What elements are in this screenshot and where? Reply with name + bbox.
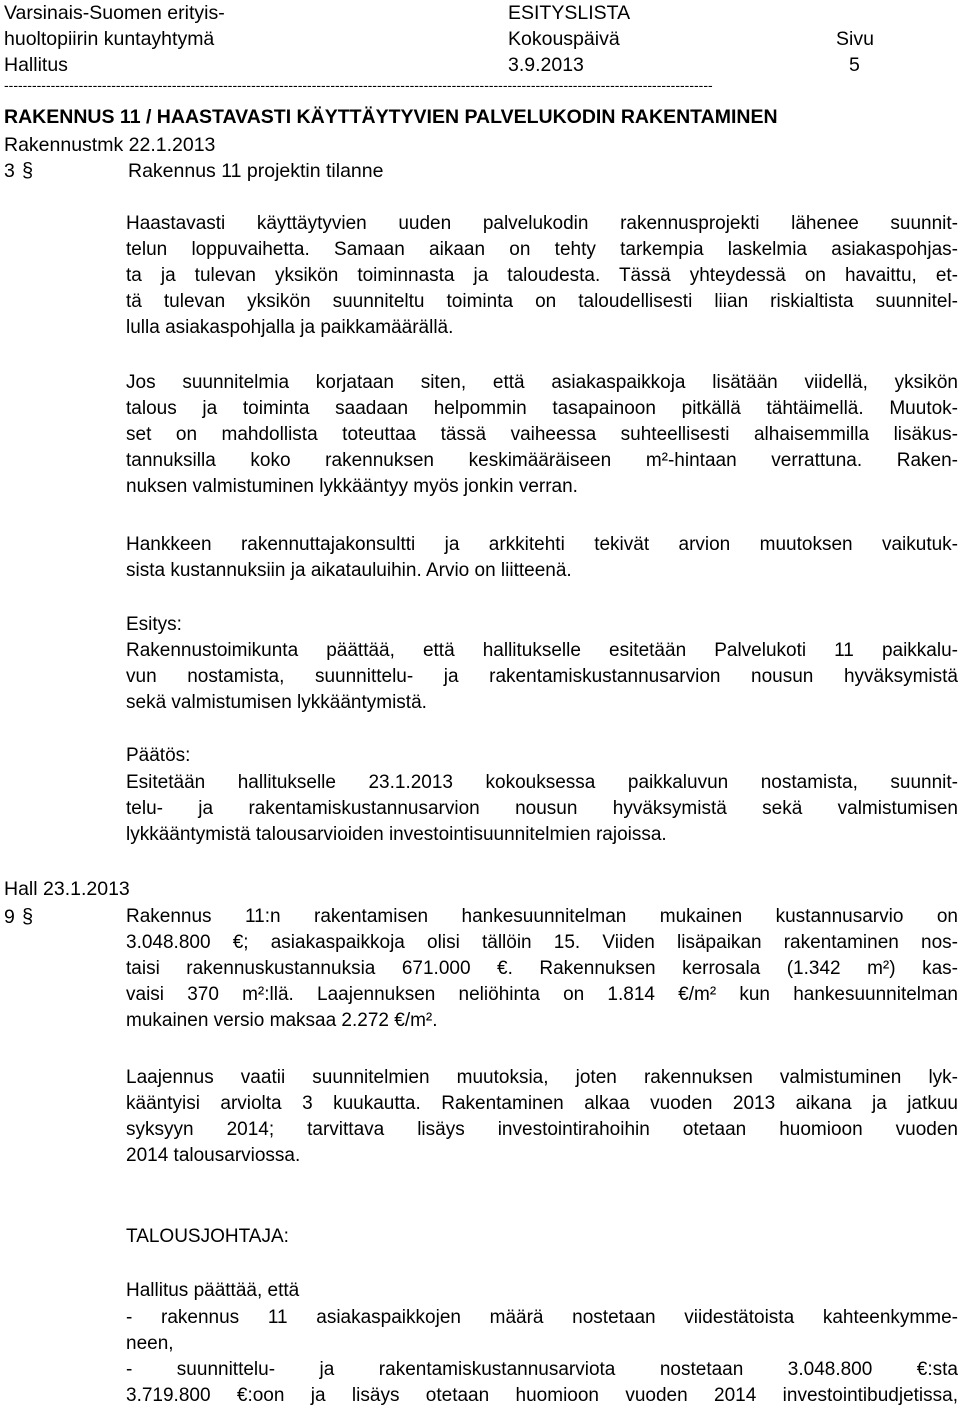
meeting-date: 3.9.2013 bbox=[508, 54, 584, 76]
paragraph-schedule: Laajennus vaatii suunnitelmien muutoksia, joten rakennuksen valmistuminen lyk- kääntyisi arviolta 3 kuukautta. Rakentaminen alkaa vuoden 2013 aikana ja jatkuu syksyyn 2014; tarvittava lisäys investointirahoihin otetaan huomioon vuoden 2014 talousarviossa. bbox=[126, 1067, 958, 1166]
section-sign-icon-2: § bbox=[22, 906, 34, 928]
cfo-label: TALOUSJOHTAJA: bbox=[126, 1226, 289, 1247]
proposal-label: Esitys: bbox=[126, 614, 182, 635]
doc-type: ESITYSLISTA bbox=[508, 2, 631, 24]
decision-text: Esitetään hallitukselle 23.1.2013 kokouksessa paikkaluvun nostamista, suunnit- telu- ja rakentamiskustannusarvion nousun hyväksymistä sekä valmistumisen lykkääntymistä talousarvioiden investointisuunnitelmien rajoissa. bbox=[126, 772, 958, 845]
cfo-intro: Hallitus päättää, että bbox=[126, 1280, 300, 1301]
paragraph-estimate: Hankkeen rakennuttajakonsultti ja arkkitehti tekivät arvion muutoksen vaikutuk- sista kustannuksiin ja aikatauluihin. Arvio on liitteenä. bbox=[126, 534, 958, 581]
committee-meeting-ref: Rakennustmk 22.1.2013 bbox=[4, 134, 216, 156]
section-number: 3 bbox=[4, 160, 15, 182]
list-item: - rakennus 11 asiakaspaikkojen määrä nostetaan viidestätoista kahteenkymme- bbox=[126, 1307, 958, 1328]
paragraph-changes: Jos suunnitelmia korjataan siten, että asiakaspaikkoja lisätään viidellä, yksikön talous ja toiminta saadaan helpommin tasapainoon pitkällä tähtäimellä. Muutok- set on mahdollista toteuttaa tässä vaiheessa suhteellisesti alhaisemmilla lisäkus- tannuksilla koko rakennuksen keskimääräiseen m²-hintaan verrattuna. Raken- nuksen valmistuminen lykkääntyy myös jonkin verran. bbox=[126, 372, 958, 497]
page-label: Sivu bbox=[836, 28, 874, 50]
paragraph-status: Haastavasti käyttäytyvien uuden palvelukodin rakennusprojekti lähenee suunnit- telun loppuvaihetta. Samaan aikaan on tehty tarkempia laskelmia asiakaspohjas- ta ja tulevan yksikön toiminnasta ja taloudesta. Tässä yhteydessä on havaittu, et- tä tulevan yksikön suunniteltu toiminta on taloudellisesti liian riskialtista suunnitel- lulla asiakaspohjalla ja paikkamäärällä. bbox=[126, 213, 958, 338]
org-name-line2: huoltopiirin kuntayhtymä bbox=[4, 28, 215, 50]
decision-label: Päätös: bbox=[126, 745, 191, 766]
section-number-2: 9 bbox=[4, 906, 15, 928]
cfo-proposal-list bbox=[126, 1305, 958, 1409]
board-meeting-ref: Hall 23.1.2013 bbox=[4, 878, 130, 900]
header-separator: -------------------------------------------------------------------------------------------------------------------------------------------------------- bbox=[4, 78, 713, 92]
meeting-date-label: Kokouspäivä bbox=[508, 28, 620, 50]
paragraph-cost-estimate: Rakennus 11:n rakentamisen hankesuunnitelman mukainen kustannusarvio on 3.048.800 €; asiakaspaikkoja olisi tällöin 15. Viiden lisäpaikan rakentaminen nos- taisi rakennuskustannuksia 671.000 €. Rakennuksen kerrosala (1.342 m²) kas- vaisi 370 m²:llä. Laajennuksen neliöhinta on 1.814 €/m² kun hankesuunnitelman mukainen versio maksaa 2.272 €/m². bbox=[126, 906, 958, 1031]
page-number: 5 bbox=[849, 54, 860, 76]
list-item: neen, bbox=[126, 1333, 174, 1354]
proposal-text: Rakennustoimikunta päättää, että hallitukselle esitetään Palvelukoti 11 paikkalu- vun nostamista, suunnittelu- ja rakentamiskustannusarvion nousun hyväksymistä sekä valmistumisen lykkääntymistä. bbox=[126, 640, 958, 713]
org-name-line1: Varsinais-Suomen erityis- bbox=[4, 2, 225, 24]
document-title: RAKENNUS 11 / HAASTAVASTI KÄYTTÄYTYVIEN PALVELUKODIN RAKENTAMINEN bbox=[4, 106, 778, 128]
org-body: Hallitus bbox=[4, 54, 68, 76]
list-item: - suunnittelu- ja rakentamiskustannusarviota nostetaan 3.048.800 €:sta bbox=[126, 1359, 958, 1380]
item-title: Rakennus 11 projektin tilanne bbox=[128, 160, 384, 182]
section-sign-icon: § bbox=[22, 160, 34, 182]
list-item: 3.719.800 €:oon ja lisäys otetaan huomioon vuoden 2014 investointibudjetissa, bbox=[126, 1385, 958, 1406]
